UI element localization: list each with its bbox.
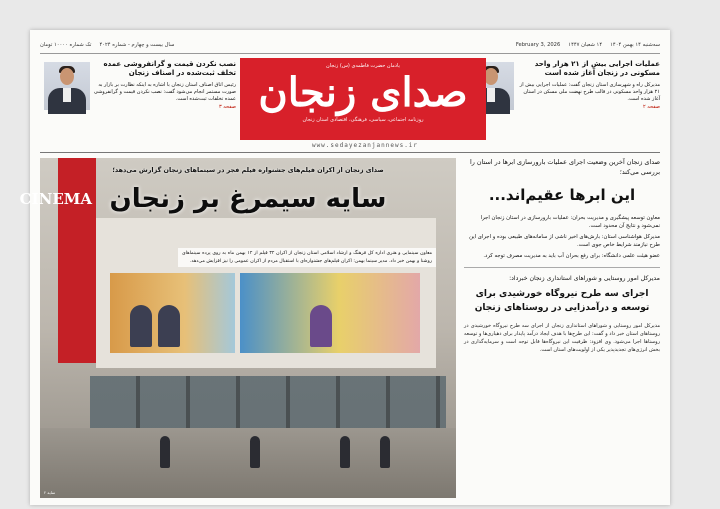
solar-story-kicker: مدیرکل امور روستایی و شوراهای استانداری زنجان خبرداد: [509,275,660,283]
cloud-story-bullet: عضو هیئت علمی دانشگاه: برای رفع بحران آب باید به مدیریت مصرف توجه کرد. [483,253,660,260]
portrait-photo [44,62,90,110]
masthead-tagline: یادمان حضرت فاطمه‌ی (س) زنجان [326,63,400,69]
masthead-subtitle: روزنامه اجتماعی، سیاسی، فرهنگی، اقتصادی استان زنجان [302,117,424,123]
lead-story-lede: معاون سینمایی و هنری اداره کل فرهنگ و ارشاد اسلامی استان زنجان از اکران ۳۲ فیلم از ۱۲ بهمن ماه به روی پرده سینماهای روشنا و بهمن خبر داد. مدیر سینما بهمن: اکران فیلم‌های جشنواره‌ای با استقبال مردم از اکران عمومی را نیز افزایش می‌دهد. [178,248,436,267]
teaser-prices-page-ref: صفحه ۳ [219,103,236,110]
lead-story-kicker: صدای زنجان از اکران فیلم‌های جشنواره فیلم فجر در سینماهای زنجان گزارش می‌دهد؛ [112,166,384,174]
website-url: www.sedayezanjannews.ir [311,142,419,149]
dateline-issue: سال بیست و چهارم - شماره ۴۰۲۴ [99,42,175,48]
side-column [464,158,660,354]
teaser-prices-title: نصب نکردن قیمت و گرانفروشی عمده تخلف ثبت‌شده در اصناف زنجان [103,60,236,78]
dateline-price: تک شماره ۱۰۰۰۰ تومان [40,42,92,48]
pedestrian [380,436,390,468]
lead-story[interactable] [19,158,456,498]
newspaper-logo: صدای زنجان [258,69,468,116]
cloud-story-bullet: معاون توسعه پیشگیری و مدیریت بحران: عملیات بارورسازی در استان زنجان اجرا نمی‌شود و نتایج آن محدود است. [480,215,660,230]
pedestrian [340,436,350,468]
film-poster [110,273,235,353]
dateline-gregorian: February 3, 2026 [515,42,561,48]
column-divider [464,267,660,268]
cloud-story-bullet: مدیرکل هواشناسی استان: بارش‌های اخیر ناشی از سامانه‌های طبیعی بوده و اجرای این طرح نیازمند شرایط خاص جوی است. [469,234,660,249]
dateline [40,40,660,54]
masthead [240,58,486,140]
teaser-housing-title: عملیات اجرایی بیش از ۲۱ هزار واحد مسکونی در زنجان آغاز شده است [534,60,660,78]
lead-story-header [19,166,456,214]
solar-story-headline[interactable]: اجرای سه طرح نیروگاه خورشیدی برای توسعه و درآمدزایی در روستاهای زنجان [474,288,650,313]
pedestrian [160,436,170,468]
film-poster [240,273,420,353]
dateline-hijri: ۱۴ شعبان ۱۴۴۷ [568,42,603,48]
lead-story-page-ref: سایه ۲ [44,490,56,495]
header-divider [40,152,660,153]
solar-story-body: مدیرکل امور روستایی و شوراهای استانداری زنجان از اجرای سه طرح نیروگاه خورشیدی در روستاهای استان خبر داد و گفت: این طرح‌ها با هدف ایجاد درآمد پایدار برای دهیاری‌ها و توسعه روستاها اجرا می‌شود. وی افزود: ظرفیت این نیروگاه‌ها قابل توجه است و سرمایه‌گذاری در بخش انرژی‌های تجدیدپذیر یکی از اولویت‌های استان است. [464,322,660,353]
teaser-prices[interactable] [40,60,236,142]
pedestrian [250,436,260,468]
teaser-prices-body: رئیس اتاق اصناف استان زنجان با اشاره به اینکه نظارت بر بازار به صورت مستمر انجام می‌شود گفت: نصب نکردن قیمت و گرانفروشی عمده تخلفات ثبت‌شده است. [93,81,236,103]
teaser-housing-page-ref: صفحه ۲ [643,103,660,110]
cloud-story-kicker: صدای زنجان آخرین وضعیت اجرای عملیات بارورسازی ابرها در استان را بررسی می‌کند؛ [469,158,660,176]
teaser-housing[interactable] [464,60,660,142]
street [40,428,456,498]
dateline-day: سه‌شنبه ۱۴ بهمن ۱۴۰۴ [610,42,660,48]
lead-story-headline[interactable]: سایه سیمرغ بر زنجان [109,184,387,214]
cinema-sign-text: CINEMA [19,190,92,208]
cloud-story-headline[interactable]: این ابرها عقیم‌اند... [488,186,636,205]
teaser-housing-body: مدیرکل راه و شهرسازی استان زنجان گفت: عملیات اجرایی بیش از ۲۱ هزار واحد مسکونی در قالب طرح نهضت ملی مسکن در استان آغاز شده است. [519,81,660,103]
newspaper-front-page [19,30,670,505]
